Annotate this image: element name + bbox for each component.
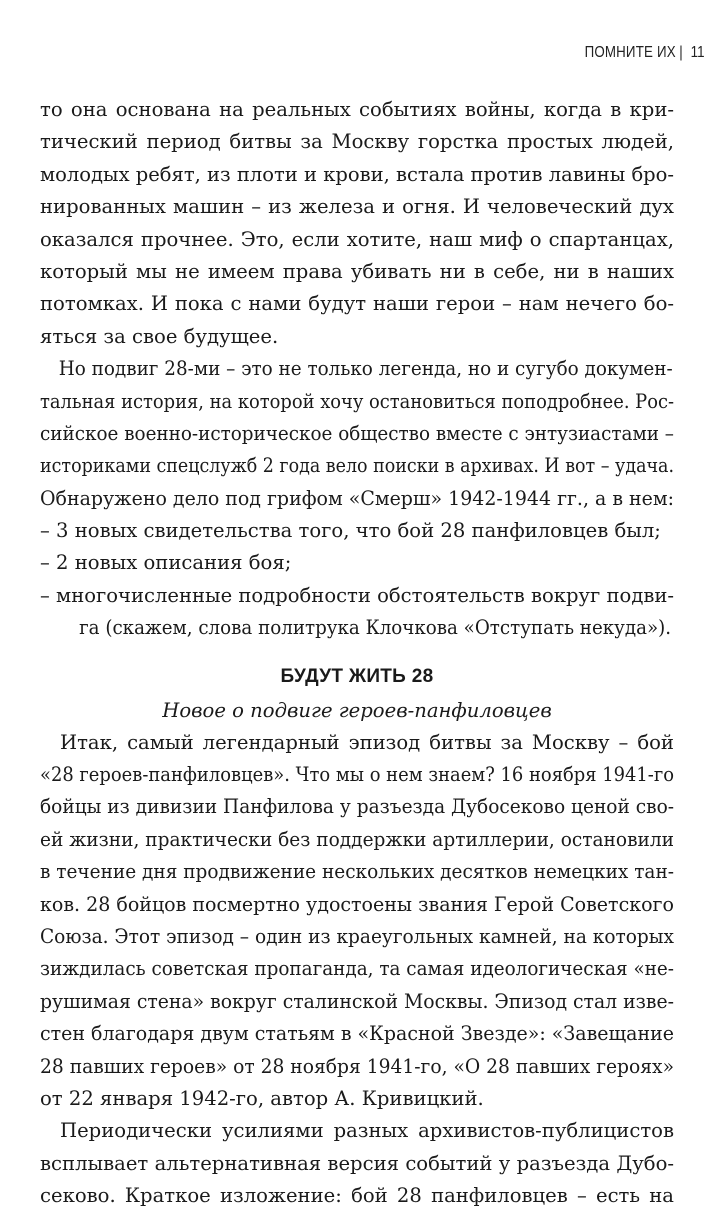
text-line: Но подвиг 28-ми – это не только легенда, но и сугубо докумен- [58,357,673,381]
list-item: – 3 новых свидетельства того, что бой 28 панфиловцев был; [40,519,661,543]
text-line: потомках. И пока с нами будут наши герои – нам нечего бо- [40,292,674,316]
text-line: зиждилась советская пропаганда, та самая идеологическая «не- [40,957,675,981]
text-line: тический период битвы за Москву горстка простых людей, [40,130,674,154]
text-line: молодых ребят, из плоти и крови, встала против лавины бро- [40,162,675,186]
section-title: БУДУТ ЖИТЬ 28 [280,665,434,687]
section-subtitle: Новое о подвиге героев-панфиловцев [162,698,552,722]
text-line: оказался прочнее. Это, если хотите, наш миф о спартанцах, [40,227,674,251]
text-line: рушимая стена» вокруг сталинской Москвы. Эпизод стал изве- [40,989,674,1013]
text-line: ков. 28 бойцов посмертно удостоены звания Герой Советского [40,892,674,916]
list-item: га (скажем, слова политрука Клочкова «Отступать некуда»). [79,616,672,640]
text-line: нированных машин – из железа и огня. И человеческий дух [40,195,674,219]
text-line: сийское военно-историческое общество вместе с энтузиастами – [40,421,674,445]
text-line: Итак, самый легендарный эпизод битвы за Москву – бой [60,730,674,754]
text-line: который мы не имеем права убивать ни в себе, ни в наших [40,259,674,283]
text-line: тальная история, на которой хочу остановиться поподробнее. Рос- [40,389,674,413]
main-text [40,94,674,1213]
text-line: Обнаружено дело под грифом «Смерш» 1942-1944 гг., а в нем: [40,486,675,510]
text-line: 28 павших героев» от 28 ноября 1941-го, «О 28 павших героях» [40,1054,675,1078]
text-line: Периодически усилиями разных архивистов-публицистов [60,1119,674,1143]
header-separator: | [679,44,684,61]
text-line: историками спецслужб 2 года вело поиски в архивах. И вот – удача. [40,454,675,478]
text-line: «28 героев-панфиловцев». Что мы о нем знаем? 16 ноября 1941-го [40,763,675,787]
text-line: от 22 января 1942-го, автор А. Кривицкий. [40,1086,484,1110]
running-header [585,44,705,62]
text-line: ей жизни, практически без поддержки артиллерии, остановили [40,827,674,851]
text-line: секово. Краткое изложение: бой 28 панфиловцев – есть на [40,1184,674,1208]
page-number: 11 [690,44,705,61]
text-line: яться за свое будущее. [40,324,279,348]
text-line: в течение дня продвижение нескольких десятков немецких тан- [40,860,675,884]
text-line: всплывает альтернативная версия событий у разъезда Дубо- [40,1151,674,1175]
running-title: ПОМНИТЕ ИХ [584,44,676,61]
text-line: то она основана на реальных событиях войны, когда в кри- [40,98,674,121]
text-line: бойцы из дивизии Панфилова у разъезда Дубосеково ценой сво- [40,795,675,819]
list-item: – 2 новых описания боя; [40,551,292,575]
text-line: Союза. Этот эпизод – один из краеугольных камней, на которых [40,924,674,948]
list-item: – многочисленные подробности обстоятельств вокруг подви- [40,583,675,607]
text-line: стен благодаря двум статьям в «Красной Звезде»: «Завещание [40,1022,675,1046]
